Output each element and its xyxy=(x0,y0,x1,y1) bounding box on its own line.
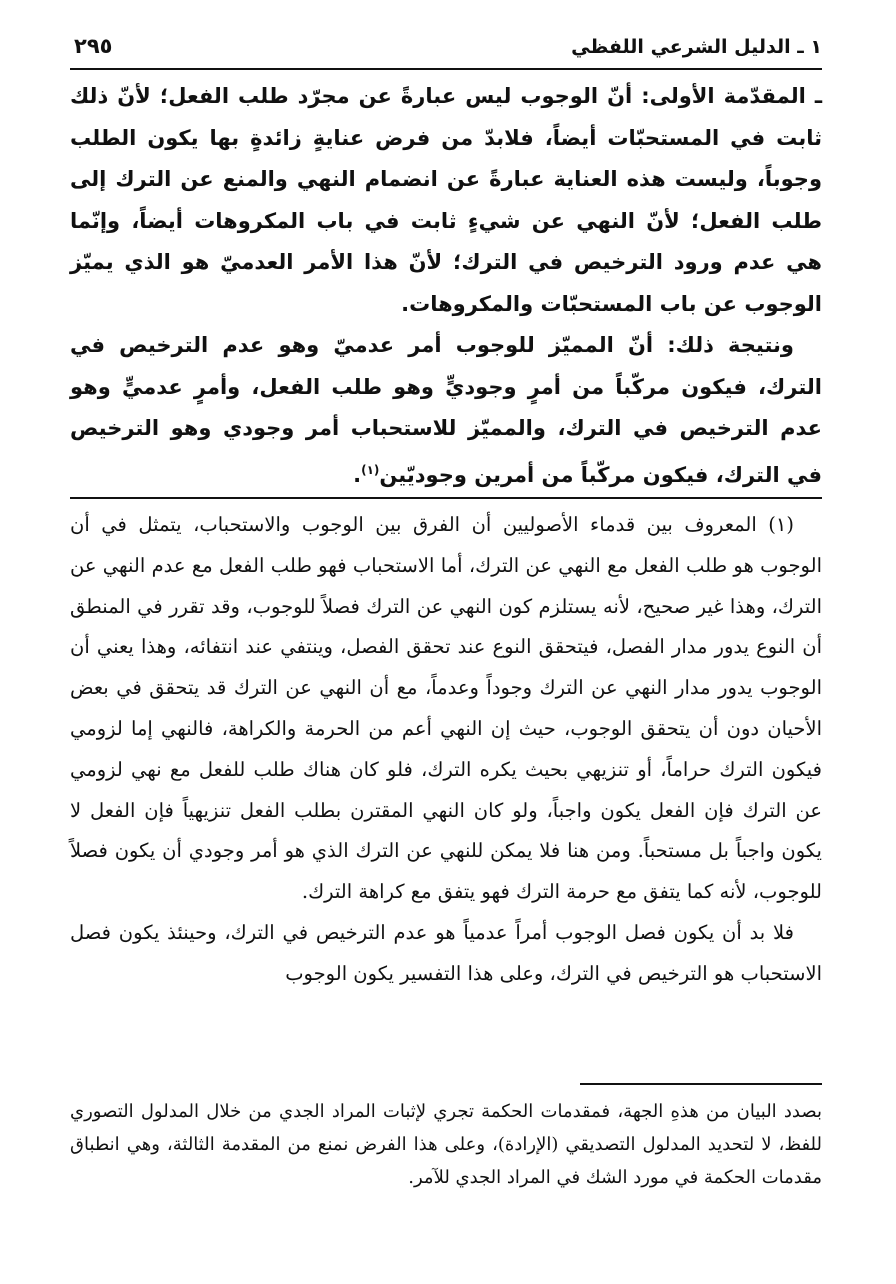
footnote-section xyxy=(70,505,822,995)
footnote-paragraph-1: (١) المعروف بين قدماء الأصوليين أن الفرق بين الوجوب والاستحباب، يتمثل في أن الوجوب هو طلب الفعل مع النهي عن الترك، أما الاستحباب فهو طلب الفعل مع عدم النهي عن الترك، وهذا غير صحيح، لأنه يستلزم كون النهي عن الترك فصلاً للوجوب، وقد تقرر في المنطق أن النوع يدور مدار الفصل، فيتحقق النوع عند تحقق الفصل، وينتفي عند انتفائه، وهذا يعني أن الوجوب يدور مدار النهي عن الترك وجوداً وعدماً، مع أن النهي عن الترك قد يتحقق في بعض الأحيان دون أن يتحقق الوجوب، حيث إن النهي أعم من الحرمة والكراهة، فالنهي إما لزومي فيكون الترك حراماً، أو تنزيهي بحيث يكره الترك، فلو كان هناك طلب للفعل مع نهي لزومي عن الترك فإن الفعل يكون واجباً، ولو كان النهي المقترن بطلب الفعل تنزيهياً فإن الفعل لا يكون واجباً بل مستحباً. ومن هنا فلا يمكن للنهي عن الترك الذي هو أمر وجودي أن يكون فصلاً للوجوب، لأنه كما يتفق مع حرمة الترك فهو يتفق مع كراهة الترك. xyxy=(70,513,822,904)
main-paragraph-2-end: . xyxy=(353,462,362,487)
footnote-marker[interactable]: (١) xyxy=(361,462,380,477)
main-paragraph-2-text: ونتيجة ذلك: أنّ المميّز للوجوب أمر عدميّ وهو عدم الترخيص في الترك، فيكون مركّباً من أمرٍ وجوديٍّ وهو طلب الفعل، وأمرٍ عدميٍّ وهو عدم الترخيص في الترك، والمميّز للاستحباب أمر وجودي وهو الترخيص في الترك، فيكون مركّباً من أمرين وجوديّين xyxy=(70,333,822,487)
main-paragraph-1: ـ المقدّمة الأولى: أنّ الوجوب ليس عبارةً عن مجرّد طلب الفعل؛ لأنّ ذلك ثابت في المستحبّات أيضاً، فلابدّ من فرض عنايةٍ زائدةٍ بها يكون الطلب وجوباً، وليست هذه العناية عبارةً عن انضمام النهي والمنع عن الترك إلى طلب الفعل؛ لأنّ النهي عن شيءٍ ثابت في باب المكروهات أيضاً، وإنّما هي عدم ورود الترخيص في الترك؛ لأنّ هذا الأمر العدميّ هو الذي يميّز الوجوب عن باب المستحبّات والمكروهات. xyxy=(70,84,822,316)
footnote-separator xyxy=(70,497,822,499)
footnote-paragraph-2: فلا بد أن يكون فصل الوجوب أمراً عدمياً هو عدم الترخيص في الترك، وحينئذ يكون فصل الاستحباب هو الترخيص في الترك، وعلى هذا التفسير يكون الوجوب xyxy=(70,920,822,985)
continuation-separator xyxy=(580,1083,822,1085)
continuation-note-text: بصدد البيان من هذهِ الجهة، فمقدمات الحكمة تجري لإثبات المراد الجدي من خلال المدلول التصوري للفظ، لا لتحديد المدلول التصديقي (الإرادة)، وعلى هذا الفرض نمنع من المقدمة الثالثة، وهي انطباق مقدمات الحكمة في مورد الشك في المراد الجدي للآمر. xyxy=(70,1101,822,1188)
page-number: ٢٩٥ xyxy=(74,34,113,58)
main-paragraph-2 xyxy=(70,325,822,496)
main-text xyxy=(70,76,822,496)
continuation-note xyxy=(70,1095,822,1194)
header-rule xyxy=(70,68,822,70)
page-header xyxy=(70,28,822,68)
running-title: ١ ـ الدليل الشرعي اللفظي xyxy=(571,36,822,58)
